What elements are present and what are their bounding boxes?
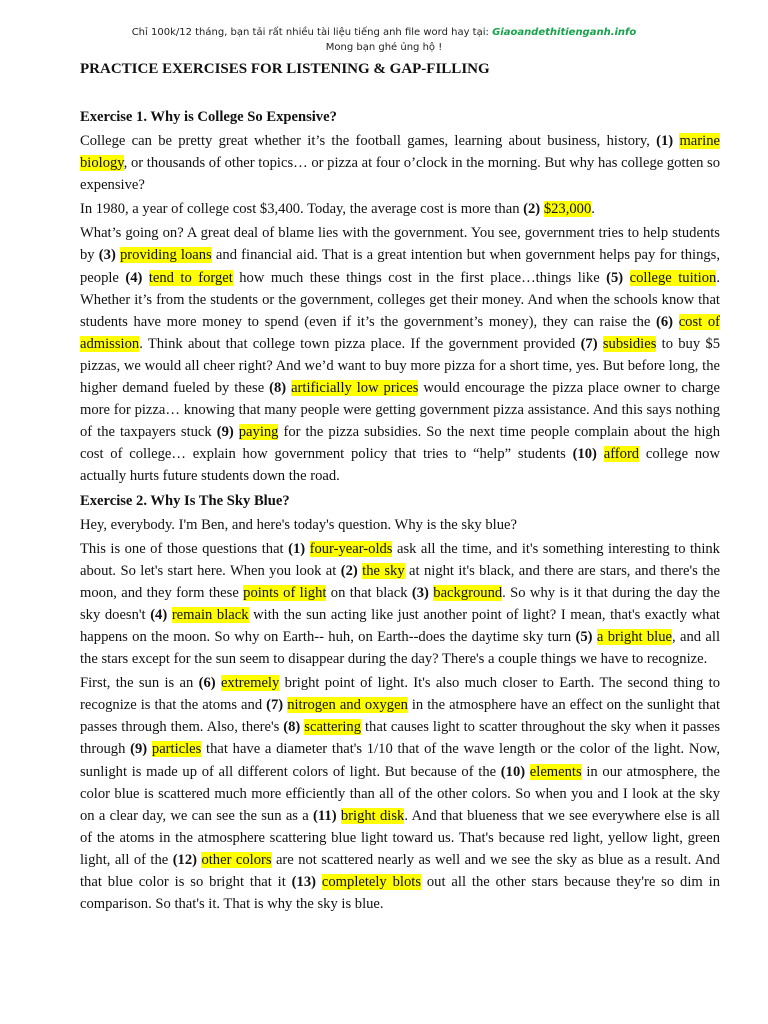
text-run: , and all the stars except for the sun seem to disappear during the day? There's a couple things we have to recognize. xyxy=(80,628,720,668)
exercise-2-paragraph-1: Hey, everybody. I'm Ben, and here's today's question. Why is the sky blue? xyxy=(80,516,517,533)
answer-highlight: nitrogen and oxygen xyxy=(287,697,408,714)
document-body xyxy=(80,58,720,917)
gap-number: (8) xyxy=(269,380,287,397)
gap-number: (6) xyxy=(656,313,674,330)
text-run xyxy=(142,270,148,286)
text-run: and financial aid. That is a great intention but when government helps pay for things, people xyxy=(80,247,720,286)
text-run: . xyxy=(591,201,595,218)
gap-number: (3) xyxy=(98,247,116,264)
gap-number: (4) xyxy=(150,606,168,623)
exercise-2-paragraph-3 xyxy=(80,672,720,915)
text-run: . So why is it that during the day the sky doesn't xyxy=(80,584,720,623)
gap-number: (11) xyxy=(313,807,337,824)
site-link[interactable]: Giaoandethitienganh.info xyxy=(492,27,637,38)
text-run: , or thousands of other topics… or pizza at four o’clock in the morning. But why has college gotten so expensive? xyxy=(80,155,720,194)
text-run xyxy=(597,446,604,462)
answer-highlight: marine biology xyxy=(80,133,720,172)
text-run: . Think about that college town pizza place. If the government provided xyxy=(139,335,581,352)
text-run: What’s going on? A great deal of blame lies with the government. You see, government tries to help students by xyxy=(80,225,720,264)
gap-number: (1) xyxy=(656,133,674,149)
text-run: that have a diameter that's 1/10 that of the wave length or the color of the light. Now, sunlight is made up of all different colors of light. But because of the xyxy=(80,741,720,780)
gap-number: (6) xyxy=(198,675,216,692)
text-run: college now actually hurts future students down the road. xyxy=(80,446,720,485)
answer-highlight: remain black xyxy=(171,606,249,623)
gap-number: (3) xyxy=(411,584,429,601)
answer-highlight: bright disk xyxy=(340,807,405,824)
text-run: College can be pretty great whether it’s the football games, learning about business, history, xyxy=(80,133,657,149)
text-run xyxy=(623,270,629,286)
gap-number: (2) xyxy=(340,562,358,579)
text-run: would encourage the pizza place owner to charge more for pizza… knowing that many people were getting government pizza assistance. And this says nothing of the taxpayers stuck xyxy=(80,380,721,441)
exercise-1-paragraph-3 xyxy=(80,222,720,487)
answer-highlight: subsidies xyxy=(602,335,657,352)
exercise-2-paragraph-2 xyxy=(80,538,720,671)
gap-number: (7) xyxy=(266,697,284,714)
answer-highlight: $23,000 xyxy=(543,201,592,218)
text-run: . Whether it’s from the students or the government, colleges get their money. And when the schools know that students have more money to spend (even if it’s the government’s money), they can raise the xyxy=(80,269,720,330)
gap-number: (12) xyxy=(172,851,198,868)
gap-number: (7) xyxy=(580,335,598,352)
answer-highlight: other colors xyxy=(201,851,272,868)
text-run xyxy=(316,874,322,890)
text-run: bright point of light. It's also much closer to Earth. The second thing to recognize is that the atoms and xyxy=(80,675,720,714)
answer-highlight: background xyxy=(433,584,503,601)
banner-line-2: Mong bạn ghé ủng hộ ! xyxy=(325,42,443,53)
gap-number: (8) xyxy=(283,719,301,736)
answer-highlight: four-year-olds xyxy=(309,540,393,557)
text-run: how much these things cost in the first place…things like xyxy=(232,269,607,286)
text-run: This is one of those questions that xyxy=(80,540,289,557)
answer-highlight: completely blots xyxy=(321,874,421,890)
text-run xyxy=(234,424,239,440)
gap-number: (5) xyxy=(606,269,624,286)
text-run: that causes light to scatter throughout the sky when it passes through xyxy=(80,719,721,758)
answer-highlight: elements xyxy=(529,763,582,780)
gap-number: (4) xyxy=(125,269,143,286)
promo-banner xyxy=(0,25,768,55)
banner-line-1 xyxy=(0,25,768,40)
answer-highlight: afford xyxy=(603,446,640,463)
answer-highlight: college tuition xyxy=(629,269,717,286)
gap-number: (10) xyxy=(500,763,526,780)
gap-number: (1) xyxy=(288,540,306,557)
text-run: Chỉ 100k/12 tháng, bạn tải rất nhiều tài liệu tiếng anh file word hay tại: xyxy=(131,27,493,38)
answer-highlight: the sky xyxy=(362,562,405,579)
gap-number: (5) xyxy=(575,628,593,645)
text-run: In 1980, a year of college cost $3,400. Today, the average cost is more than xyxy=(80,201,524,218)
text-run: on that black xyxy=(326,584,412,601)
answer-highlight: providing loans xyxy=(120,247,212,264)
answer-highlight: artificially low prices xyxy=(291,380,419,397)
answer-highlight: cost of admission xyxy=(80,313,720,352)
answer-highlight: tend to forget xyxy=(148,269,233,286)
exercise-1-paragraph-1 xyxy=(80,130,720,196)
exercise-1-heading: Exercise 1. Why is College So Expensive? xyxy=(80,109,337,125)
text-run: to buy $5 pizzas, we would all cheer right? And we’d want to buy more pizza for a short time, yes. But before long, the higher demand fueled by these xyxy=(80,335,720,397)
answer-highlight: particles xyxy=(151,741,202,758)
text-run: First, the sun is an xyxy=(80,675,199,692)
answer-highlight: scattering xyxy=(304,719,362,736)
exercise-2-heading: Exercise 2. Why Is The Sky Blue? xyxy=(80,492,290,509)
gap-number: (9) xyxy=(130,741,148,758)
text-run: with the sun acting like just another point of light? I mean, that's exactly what happens on the moon. So why on Earth-- huh, on Earth--does the daytime sky turn xyxy=(80,606,720,645)
gap-number: (2) xyxy=(523,201,541,218)
answer-highlight: extremely xyxy=(220,675,280,692)
answer-highlight: points of light xyxy=(243,584,327,601)
page-title: PRACTICE EXERCISES FOR LISTENING & GAP-FILLING xyxy=(80,61,490,77)
text-run: in our atmosphere, the color blue is scattered much more efficiently than all of the other colors. So when you and I look at the sky on a clear day, we can see the sun as a xyxy=(80,763,720,824)
text-run: are not scattered nearly as well and we see the sky as blue as a result. And that blue color is so bright that it xyxy=(80,851,720,890)
text-run xyxy=(305,541,309,557)
text-run: . And that blueness that we see everywhere else is all of the atoms in the atmosphere scattering blue light toward us. That's because red light, yellow light, green light, all of the xyxy=(80,807,720,868)
exercise-1-paragraph-2 xyxy=(80,198,720,220)
gap-number: (13) xyxy=(291,874,316,890)
answer-highlight: paying xyxy=(238,424,279,441)
text-run: for the pizza subsidies. So the next time people complain about the high cost of college… explain how government policy that tries to “help” students xyxy=(80,424,720,463)
text-run: at night it's black, and there are stars, and there's the moon, and they form these xyxy=(80,562,720,601)
gap-number: (10) xyxy=(572,446,597,463)
gap-number: (9) xyxy=(216,424,234,441)
text-run: in the atmosphere have an effect on the sunlight that passes through them. Also, there's xyxy=(80,697,720,736)
text-run: ask all the time, and it's something interesting to think about. So let's start here. When you look at xyxy=(80,540,720,579)
answer-highlight: a bright blue xyxy=(596,628,673,645)
text-run xyxy=(673,314,679,330)
text-run: out all the other stars because they're so dim in comparison. So that's it. That is why the sky is blue. xyxy=(80,874,720,913)
